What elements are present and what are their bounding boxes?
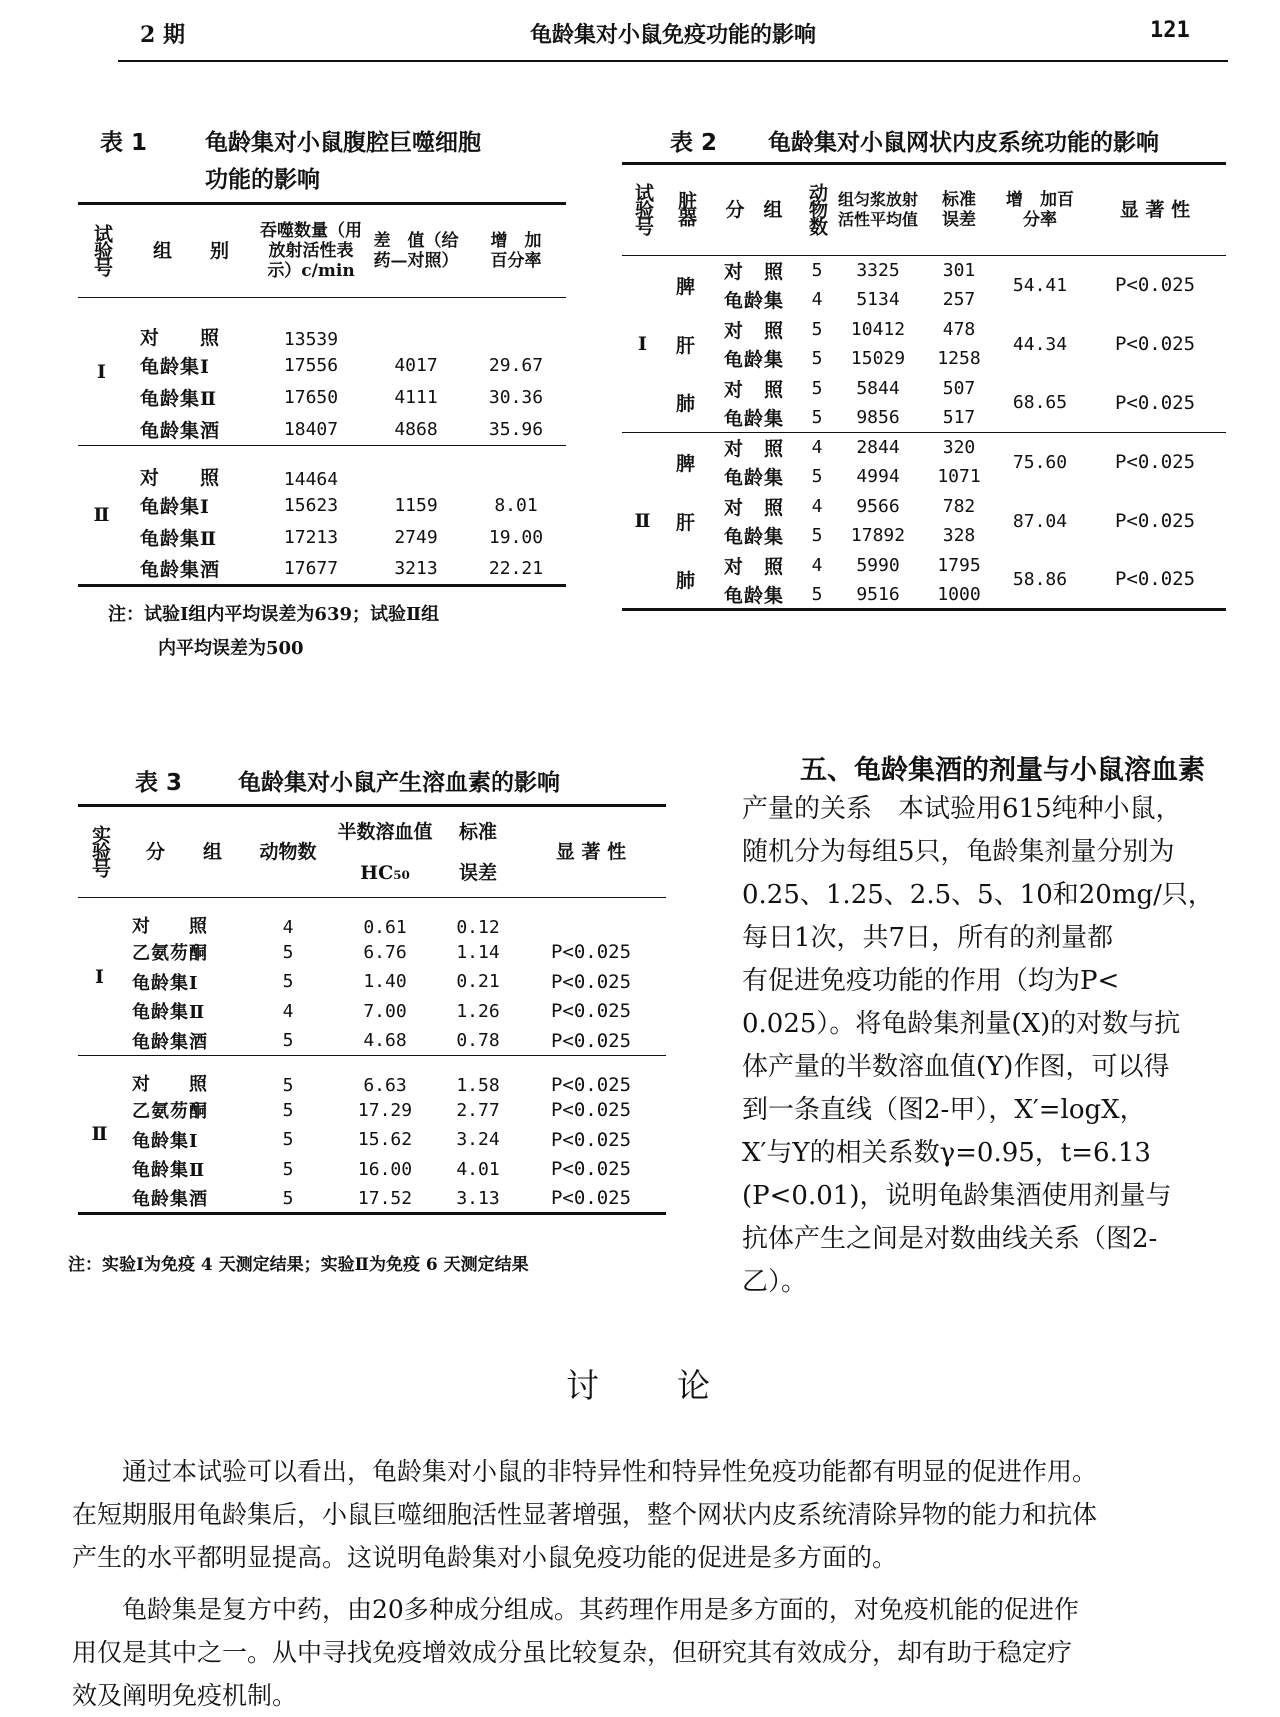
t2-head-organ: 脏器 — [664, 164, 708, 256]
t2-value-cell: 5 — [811, 318, 823, 340]
t1-value-cell — [466, 298, 566, 350]
t2-inc-cell: 75.60 — [996, 433, 1084, 492]
t1-head-diff: 差 值（给药—对照） — [366, 204, 466, 298]
t3-head-hc-line2: HC₅₀ — [360, 862, 410, 884]
t3-group-cell: 龟龄集酒 — [122, 1184, 246, 1214]
table-row — [78, 414, 566, 446]
t2-group-cell: 对 照 — [723, 319, 784, 342]
t2-group-cell: 龟龄集 — [723, 349, 784, 372]
t2-sig-cell: P<0.025 — [1084, 551, 1226, 610]
t2-inc-cell: 58.86 — [996, 551, 1084, 610]
t3-value-cell: P<0.025 — [550, 941, 632, 964]
t2-value-cell: 5 — [811, 348, 823, 370]
t3-value-cell: 5 — [282, 941, 294, 963]
table-row — [78, 997, 666, 1027]
t1-value-cell: 19.00 — [488, 527, 544, 548]
t3-head-se-line1: 标准 — [458, 821, 497, 843]
table-row — [78, 554, 566, 586]
discussion-paragraph-2 — [72, 1588, 1232, 1717]
header-rule — [118, 60, 1228, 62]
t2-value-cell: 328 — [942, 525, 976, 547]
discussion-line: 效及阐明免疫机制。 — [72, 1681, 298, 1710]
section5-line: 0.25、1.25、2.5、5、10和20mg/只， — [742, 880, 1214, 910]
t3-value-cell: P<0.025 — [550, 1029, 632, 1052]
t1-value-cell: 17677 — [256, 554, 366, 586]
table-row — [78, 1096, 666, 1126]
t3-value-cell: P<0.025 — [550, 1099, 632, 1122]
t2-trial-cell: Ⅱ — [622, 433, 664, 610]
t2-value-cell: 4 — [800, 433, 834, 463]
t1-group-cell: 龟龄集Ⅰ — [140, 356, 210, 378]
t3-value-cell: 5 — [282, 971, 294, 993]
t3-head-n: 动物数 — [246, 806, 330, 898]
t3-head-se — [440, 806, 516, 898]
t1-value-cell — [366, 298, 466, 350]
section5-line: (P<0.01)，说明龟龄集酒使用剂量与 — [742, 1181, 1172, 1211]
t3-value-cell: 2.77 — [456, 1099, 500, 1121]
t2-organ-cell: 肺 — [675, 393, 696, 416]
t2-inc-cell: 87.04 — [1012, 510, 1068, 532]
t1-value-cell: 2749 — [394, 527, 438, 548]
table-row — [622, 374, 1226, 404]
t2-value-cell: 782 — [942, 495, 976, 517]
t1-value-cell: 22.21 — [466, 554, 566, 586]
t3-head-se-line2: 误差 — [458, 862, 497, 884]
t1-value-cell: 13539 — [256, 298, 366, 350]
table-row — [622, 256, 1226, 286]
table3-title: 龟龄集对小鼠产生溶血素的影响 — [238, 769, 560, 796]
t1-group-cell: 龟龄集Ⅱ — [140, 388, 218, 410]
t2-sig-cell: P<0.025 — [1114, 510, 1196, 532]
t2-value-cell: 1258 — [937, 348, 981, 370]
t2-group-cell: 龟龄集 — [723, 467, 784, 490]
t1-head-phago: 吞噬数量（用放射活性表示）c/min — [256, 204, 366, 298]
t1-value-cell: 14464 — [256, 446, 366, 490]
t1-group-cell: 龟龄集酒 — [140, 419, 221, 442]
t3-group-cell: 乙氨芴酮 — [132, 1101, 208, 1123]
t1-value-cell: 17556 — [283, 355, 339, 376]
t1-value-cell — [466, 446, 566, 490]
t3-value-cell: P<0.025 — [550, 970, 632, 993]
table-row — [622, 551, 1226, 581]
t2-group-cell: 龟龄集 — [708, 580, 800, 610]
table-row — [78, 1125, 666, 1155]
discussion-paragraph-1 — [72, 1450, 1232, 1579]
t3-value-cell: 3.24 — [456, 1129, 500, 1151]
t2-value-cell: 517 — [942, 407, 976, 428]
t2-group-cell: 对 照 — [723, 378, 784, 401]
t1-group-cell: 对 照 — [126, 298, 256, 350]
table3-label: 表 3 — [135, 770, 183, 796]
t1-group-cell: 龟龄集Ⅰ — [140, 496, 210, 518]
t2-group-cell: 对 照 — [708, 433, 800, 463]
t3-group-cell: 乙氨芴酮 — [132, 943, 208, 965]
t2-head-n: 动物数 — [800, 164, 834, 256]
section5-line: 0.025）。将龟龄集剂量(X)的对数与抗 — [742, 1009, 1181, 1039]
t2-value-cell: 1000 — [922, 580, 996, 610]
t3-value-cell: 5 — [282, 1099, 294, 1121]
t3-value-cell: 4.68 — [363, 1030, 407, 1051]
table-row — [622, 492, 1226, 522]
t2-group-cell: 对 照 — [708, 256, 800, 286]
t3-value-cell: P<0.025 — [516, 1056, 666, 1096]
table-row — [78, 967, 666, 997]
t2-value-cell: 2844 — [834, 433, 922, 463]
t1-head-group: 组 别 — [126, 204, 256, 298]
t1-value-cell: 3213 — [366, 554, 466, 586]
table1-caption — [100, 124, 147, 157]
t3-value-cell: 3.13 — [440, 1184, 516, 1214]
t2-value-cell: 507 — [942, 377, 976, 399]
t3-head-trial: 实验号 — [78, 806, 122, 898]
table3-caption — [135, 764, 182, 797]
t2-value-cell: 478 — [942, 318, 976, 340]
t3-value-cell: 6.76 — [363, 941, 407, 963]
t2-value-cell: 5 — [811, 466, 823, 488]
table2-caption — [670, 124, 717, 157]
table2-body — [622, 256, 1226, 610]
t2-value-cell: 1795 — [937, 554, 981, 576]
discussion-line: 龟龄集是复方中药，由20多种成分组成。其药理作用是多方面的，对免疫机能的促进作 — [122, 1595, 1079, 1624]
t1-value-cell: 4017 — [394, 355, 438, 376]
t1-group-cell: 龟龄集Ⅱ — [140, 528, 218, 550]
t2-sig-cell: P<0.025 — [1114, 333, 1196, 355]
t2-value-cell: 5990 — [856, 554, 900, 576]
t1-value-cell: 17650 — [283, 387, 339, 408]
t3-value-cell: 17.29 — [357, 1099, 413, 1121]
t1-value-cell — [366, 446, 466, 490]
table3-body — [78, 898, 666, 1214]
t1-value-cell: 1159 — [394, 495, 438, 516]
t3-value-cell: 5 — [282, 1158, 294, 1180]
t2-value-cell: 10412 — [850, 318, 906, 340]
t2-value-cell: 5844 — [856, 377, 900, 399]
t3-group-cell: 龟龄集Ⅰ — [132, 1130, 199, 1152]
table-row — [622, 315, 1226, 345]
t3-value-cell: 1.26 — [456, 1000, 500, 1022]
t1-trial-cell: Ⅱ — [78, 446, 126, 586]
t2-sig-cell: P<0.025 — [1084, 433, 1226, 492]
table1-label: 表 1 — [100, 130, 148, 156]
table-row — [78, 350, 566, 382]
t2-sig-cell: P<0.025 — [1114, 391, 1196, 414]
t3-value-cell: 0.21 — [456, 971, 500, 993]
t1-group-cell: 对 照 — [126, 446, 256, 490]
t1-trial-cell: Ⅰ — [78, 298, 126, 446]
t2-head-se: 标准误差 — [922, 164, 996, 256]
section5-body — [742, 788, 1232, 1304]
t1-value-cell: 4111 — [394, 387, 438, 408]
t2-organ-cell: 肝 — [675, 511, 696, 534]
table2-title: 龟龄集对小鼠网状内皮系统功能的影响 — [768, 129, 1159, 156]
t1-group-cell: 龟龄集酒 — [126, 554, 256, 586]
t1-value-cell: 30.36 — [488, 387, 544, 408]
t3-group-cell: 龟龄集Ⅱ — [132, 1002, 206, 1024]
t2-value-cell: 4994 — [856, 466, 900, 488]
section5-line: 产量的关系 本试验用615纯种小鼠， — [742, 794, 1182, 824]
table1-note-line2: 内平均误差为500 — [158, 638, 304, 659]
table-row — [78, 1155, 666, 1185]
t3-value-cell: 5 — [246, 1184, 330, 1214]
t2-value-cell: 5 — [800, 256, 834, 286]
table1-title-line2: 功能的影响 — [205, 166, 320, 193]
t3-trial-cell: Ⅱ — [78, 1056, 122, 1214]
table-row — [78, 522, 566, 554]
discussion-heading: 讨 论 — [566, 1366, 714, 1405]
table2 — [622, 162, 1226, 611]
t3-trial-cell: Ⅰ — [78, 898, 122, 1056]
t2-value-cell: 9566 — [856, 495, 900, 517]
t3-value-cell: 5 — [282, 1030, 294, 1051]
table-row — [78, 1184, 666, 1214]
t2-inc-cell: 68.65 — [1012, 392, 1068, 414]
table1-note-line1: 注：试验Ⅰ组内平均误差为639；试验Ⅱ组 — [108, 604, 440, 625]
t3-value-cell: P<0.025 — [550, 1000, 632, 1023]
table-row — [78, 898, 666, 938]
t3-value-cell: 4.01 — [456, 1158, 500, 1180]
t2-organ-cell: 肝 — [675, 334, 696, 357]
t3-value-cell: 6.63 — [330, 1056, 440, 1096]
t1-value-cell: 29.67 — [488, 355, 544, 376]
t3-value-cell: 0.12 — [440, 898, 516, 938]
t2-organ-cell: 肺 — [664, 551, 708, 610]
t3-head-group: 分 组 — [122, 806, 246, 898]
table2-label: 表 2 — [670, 130, 718, 156]
t3-group-cell: 龟龄集酒 — [132, 1031, 208, 1053]
t3-value-cell: 16.00 — [357, 1158, 413, 1180]
t2-value-cell: 17892 — [850, 525, 906, 547]
table-row — [78, 490, 566, 522]
t2-value-cell: 4 — [811, 554, 823, 576]
t1-value-cell: 18407 — [283, 418, 339, 440]
t2-value-cell: 5134 — [856, 289, 900, 311]
t3-head-hc — [330, 806, 440, 898]
t1-value-cell: 4868 — [394, 418, 438, 440]
t2-value-cell: 9856 — [856, 407, 900, 428]
t3-head-hc-line1: 半数溶血值 — [337, 821, 433, 843]
t2-value-cell: 5 — [811, 407, 823, 428]
t1-value-cell: 8.01 — [494, 495, 538, 516]
section5-heading: 五、龟龄集酒的剂量与小鼠溶血素 — [800, 755, 1205, 786]
t3-value-cell: 5 — [282, 1129, 294, 1151]
t2-group-cell: 对 照 — [723, 496, 784, 519]
t3-head-sig: 显 著 性 — [516, 806, 666, 898]
table1-body — [78, 298, 566, 586]
t2-value-cell: 9516 — [834, 580, 922, 610]
t3-value-cell: 4 — [282, 1000, 294, 1022]
section5-line: X′与Y的相关系数γ=0.95，t=6.13 — [742, 1138, 1151, 1168]
table3-note: 注：实验Ⅰ为免疫 4 天测定结果；实验Ⅱ为免疫 6 天测定结果 — [68, 1255, 529, 1275]
t2-value-cell: 320 — [922, 433, 996, 463]
t3-value-cell: 5 — [246, 1056, 330, 1096]
t3-value-cell: 7.00 — [363, 1000, 407, 1022]
table1-title-line1: 龟龄集对小鼠腹腔巨噬细胞 — [205, 129, 481, 156]
table-row — [78, 382, 566, 414]
t2-organ-cell: 脾 — [664, 433, 708, 492]
t2-value-cell: 5 — [811, 525, 823, 547]
t2-sig-cell: P<0.025 — [1084, 256, 1226, 315]
section5-line: 乙）。 — [742, 1267, 808, 1297]
table-row — [78, 446, 566, 490]
table-row — [78, 298, 566, 350]
t2-value-cell: 1071 — [937, 466, 981, 488]
discussion-line: 在短期服用龟龄集后，小鼠巨噬细胞活性显著增强，整个网状内皮系统清除异物的能力和抗体 — [72, 1500, 1098, 1529]
t3-group-cell: 龟龄集Ⅱ — [132, 1160, 206, 1182]
t2-head-trial: 试验号 — [622, 164, 664, 256]
t3-value-cell: 1.58 — [440, 1056, 516, 1096]
table-row — [78, 1026, 666, 1056]
t3-value-cell: 1.40 — [363, 971, 407, 993]
t2-trial-cell: Ⅰ — [622, 256, 664, 433]
running-title: 龟龄集对小鼠免疫功能的影响 — [530, 22, 817, 48]
t2-value-cell: 3325 — [834, 256, 922, 286]
t2-value-cell: 301 — [922, 256, 996, 286]
section5-line: 有促进免疫功能的作用（均为P< — [742, 966, 1120, 996]
t3-value-cell: 1.14 — [456, 941, 500, 963]
t2-group-cell: 龟龄集 — [723, 408, 784, 430]
table1 — [78, 202, 566, 587]
t2-head-sig: 显 著 性 — [1084, 164, 1226, 256]
t3-value-cell: P<0.025 — [550, 1128, 632, 1151]
t2-value-cell: 257 — [942, 289, 976, 311]
t3-value-cell: 17.52 — [330, 1184, 440, 1214]
t1-value-cell: 35.96 — [488, 418, 544, 440]
t3-value-cell: 4 — [246, 898, 330, 938]
discussion-line: 产生的水平都明显提高。这说明龟龄集对小鼠免疫功能的促进是多方面的。 — [72, 1543, 898, 1572]
t2-value-cell: 5 — [811, 377, 823, 399]
t3-group-cell: 龟龄集Ⅰ — [132, 972, 199, 994]
section5-line: 到一条直线（图2-甲），X′=logX， — [742, 1095, 1146, 1125]
t2-group-cell: 对 照 — [723, 555, 784, 578]
t2-value-cell: 15029 — [850, 348, 906, 370]
issue-number: 2 期 — [140, 22, 185, 48]
t2-value-cell: 5 — [800, 580, 834, 610]
table-row — [78, 938, 666, 968]
discussion-line: 用仅是其中之一。从中寻找免疫增效成分虽比较复杂，但研究其有效成分，却有助于稳定疗 — [72, 1638, 1073, 1667]
t2-group-cell: 龟龄集 — [723, 526, 784, 549]
section5-line: 随机分为每组5只，龟龄集剂量分别为 — [742, 837, 1175, 867]
t1-head-inc: 增 加 百分率 — [466, 204, 566, 298]
t2-inc-cell: 44.34 — [1012, 333, 1068, 355]
table-row — [622, 433, 1226, 463]
t1-value-cell: 17213 — [283, 527, 339, 548]
section5-line: 抗体产生之间是对数曲线关系（图2- — [742, 1224, 1158, 1254]
t3-value-cell: 0.61 — [330, 898, 440, 938]
t2-head-act: 组匀浆放射活性平均值 — [834, 164, 922, 256]
t3-value-cell: 15.62 — [357, 1129, 413, 1151]
t2-inc-cell: 54.41 — [996, 256, 1084, 315]
t2-head-inc: 增 加百分率 — [996, 164, 1084, 256]
t3-group-cell: 对 照 — [122, 1056, 246, 1096]
t2-head-group: 分 组 — [708, 164, 800, 256]
t2-value-cell: 4 — [811, 289, 823, 311]
t3-value-cell: 0.78 — [456, 1030, 500, 1051]
t3-group-cell: 对 照 — [122, 898, 246, 938]
table-row — [78, 1056, 666, 1096]
t2-organ-cell: 脾 — [664, 256, 708, 315]
section5-line: 每日1次，共7日，所有的剂量都 — [742, 923, 1114, 953]
table3 — [78, 804, 666, 1215]
t2-value-cell: 4 — [811, 495, 823, 517]
t3-value-cell: P<0.025 — [516, 1184, 666, 1214]
t2-group-cell: 龟龄集 — [723, 290, 784, 313]
t3-value-cell: P<0.025 — [550, 1158, 632, 1181]
t3-value-cell — [516, 898, 666, 938]
page-number: 121 — [1150, 18, 1190, 43]
t1-value-cell: 15623 — [283, 495, 339, 516]
t1-head-trial: 试验号 — [78, 204, 126, 298]
section5-line: 体产量的半数溶血值(Y)作图，可以得 — [742, 1052, 1170, 1082]
discussion-line: 通过本试验可以看出，龟龄集对小鼠的非特异性和特异性免疫功能都有明显的促进作用。 — [122, 1457, 1098, 1486]
